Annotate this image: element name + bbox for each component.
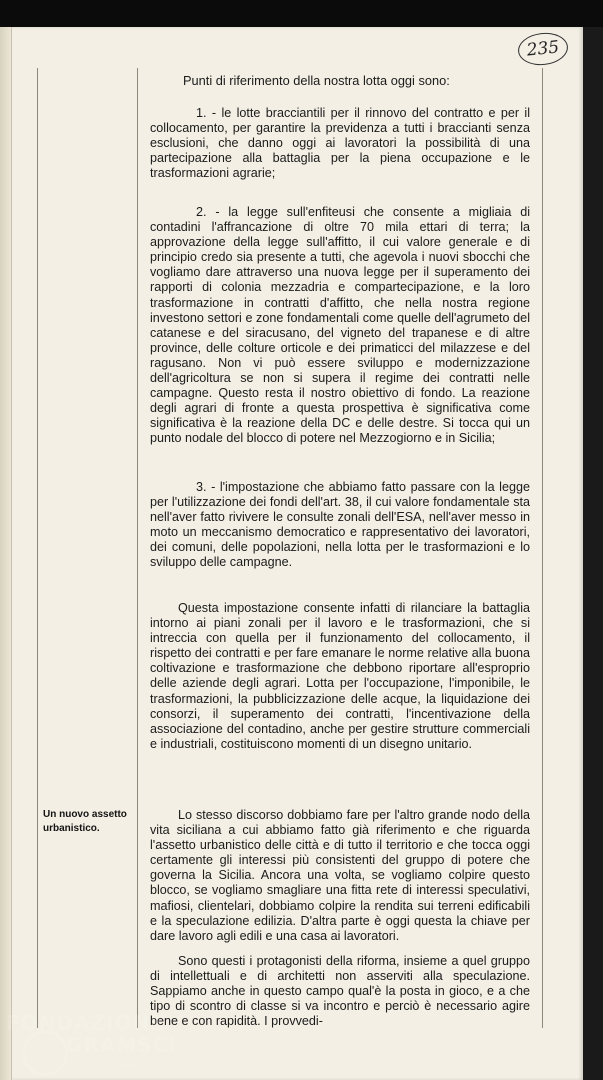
watermark xyxy=(6,1011,177,1057)
paragraph-1: 1. - le lotte bracciantili per il rinnovo del contratto e per il collocamento, per garantire la previdenza a tutti i braccianti senza esclusioni, che danno oggi ai lavoratori la possibilità di una partecipazione alla battaglia per la piena occupazione e le trasformazioni agrarie; xyxy=(150,106,530,181)
margin-side-note: Un nuovo assetto urbanistico. xyxy=(43,809,127,834)
paragraph-4-block xyxy=(150,601,530,752)
section-heading: Punti di riferimento della nostra lotta oggi sono: xyxy=(183,73,450,88)
margin-rule-left xyxy=(37,68,38,1028)
watermark-line-1: FONDAZIONE xyxy=(6,1011,165,1035)
watermark-line-2: GRAMSCI xyxy=(66,1033,177,1057)
paragraph-5-block xyxy=(150,808,530,944)
handwritten-page-number: 235 xyxy=(516,30,569,67)
margin-rule-right xyxy=(542,68,543,1028)
paragraph-3-block xyxy=(150,480,530,571)
paragraph-2: 2. - la legge sull'enfiteusi che consente a migliaia di contadini l'affrancazione di oltre 70 mila ettari di terra; la approvazione della legge sull'affitto, il cui valore generale e di principio credo sia presente a tutti, che agevola i nuovi sbocchi che vogliamo dare attraverso una nuova legge per il superamento dei rapporti di colonia mezzadria e compartecipazione, e la loro trasformazione in contratti d'affitto, che nella nostra regione investono settori e zone fondamentali come quelle dell'agrumeto del catanese e del siracusano, del vigneto del trapanese e di altre province, delle colture orticole e dei primaticci del milazzese e del ragusano. Non vi può essere sviluppo e modernizzazione dell'agricoltura se non si supera il regime dei contratti nelle campagne. Questo resta il nostro obiettivo di fondo. La reazione degli agrari di fronte a questa prospettiva è significativa come significativa è la reazione della DC e delle destre. Si tocca qui un punto nodale del blocco di potere nel Mezzogiorno e in Sicilia; xyxy=(150,205,530,446)
margin-rule-middle xyxy=(137,68,138,1028)
paragraph-4: Questa impostazione consente infatti di rilanciare la battaglia intorno ai piani zonali per il lavoro e le trasformazioni, che si intreccia con quella per il funzionamento del collocamento, il rispetto dei contratti e per fare emanare le norme relative alla buona coltivazione e trasformazione che debbono riportare all'esproprio delle aziende degli agrari. Lotta per l'occupazione, l'imponibile, le trasformazioni, la pubblicizzazione delle acque, la liquidazione dei consorzi, il superamento dei contratti, l'incentivazione della associazione del contadino, anche per gestire strutture commerciali e industriali, costituiscono momenti di un disegno unitario. xyxy=(150,601,530,751)
paragraph-3: 3. - l'impostazione che abbiamo fatto passare con la legge per l'utilizzazione dei fondi dell'art. 38, il cui valore fondamentale sta nell'aver fatto rivivere le consulte zonali dell'ESA, nell'aver messo in moto un meccanismo democratico e rappresentativo dei lavoratori, dei comuni, delle popolazioni, nella lotta per le trasformazioni e lo sviluppo delle campagne. xyxy=(150,480,530,570)
paragraph-2-block xyxy=(150,205,530,447)
paragraph-1-block xyxy=(150,106,530,181)
paragraph-6-block xyxy=(150,954,530,1029)
page-left-edge xyxy=(0,27,12,1080)
paragraph-5: Lo stesso discorso dobbiamo fare per l'altro grande nodo della vita siciliana a cui abbiamo fatto già riferimento e che riguarda l'assetto urbanistico delle città e di tutto il territorio e che tocca oggi certamente gli interessi più consistenti del gruppo di potere che governa la Sicilia. Ancora una volta, se vogliamo colpire questo blocco, se vogliamo smagliare una fitta rete di interessi speculativi, mafiosi, clientelari, dobbiamo colpire la rendita sui terreni edificabili e la speculazione edilizia. D'altra parte è oggi questa la chiave per dare lavoro agli edili e una casa ai lavoratori. xyxy=(150,808,530,943)
watermark-small-text: Onlus xyxy=(120,1060,141,1069)
page-right-edge xyxy=(583,27,603,1080)
paragraph-6: Sono questi i protagonisti della riforma, insieme a quel gruppo di intellettuali e di architetti non asserviti alla speculazione. Sappiamo anche in questo campo qual'è la posta in gioco, e a che tipo di scontro di classe si va incontro e perciò è necessario agire bene e con rapidità. I provvedi- xyxy=(150,954,530,1029)
